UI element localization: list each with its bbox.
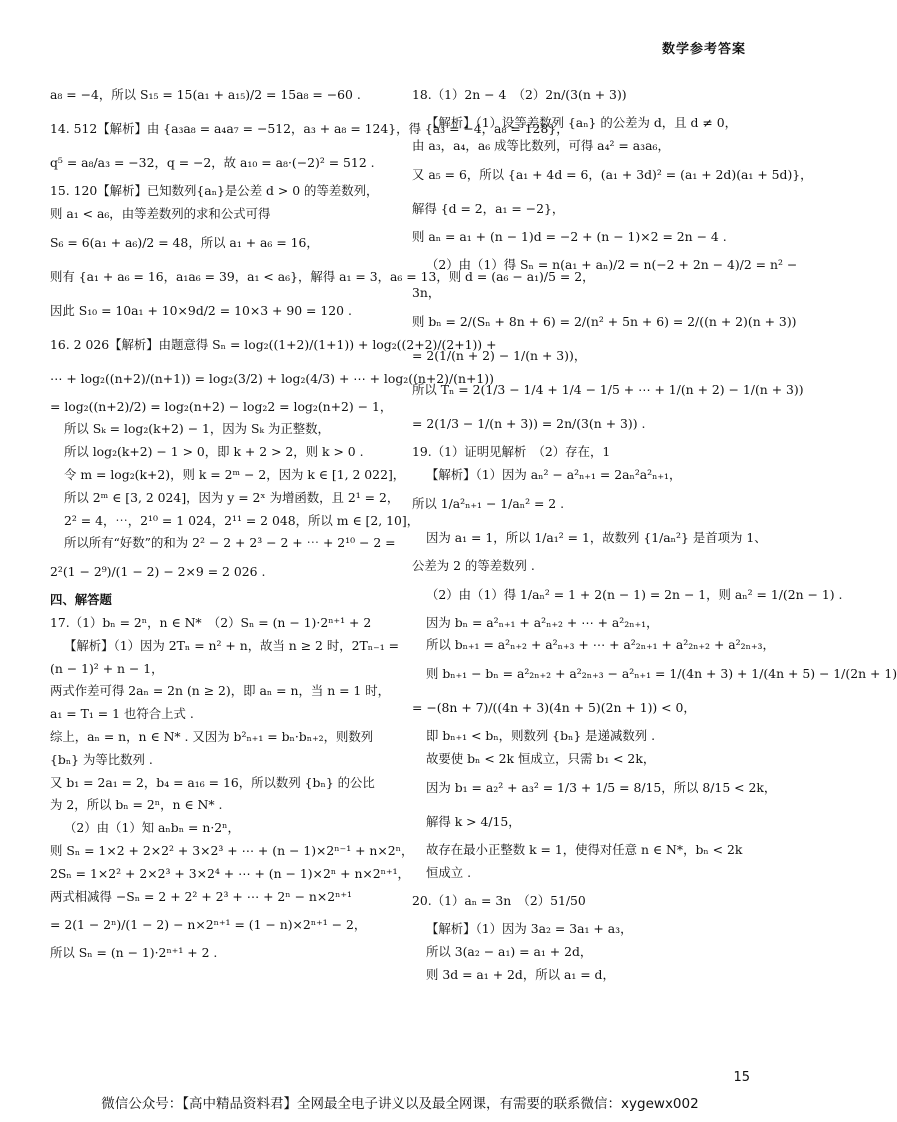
right-line: 所以 bₙ₊₁ = a²ₙ₊₂ + a²ₙ₊₃ + ⋯ + a²₂ₙ₊₁ + a²₂ₙ₊₂ + a²₂ₙ₊₃， [426, 637, 775, 653]
left-line: 又 b₁ = 2a₁ = 2，b₄ = a₁₆ = 16，所以数列 {bₙ} 的公比 [50, 774, 375, 790]
right-line: = 2(1/3 − 1/(n + 3)) = 2n/(3(n + 3)) . [412, 416, 646, 432]
right-line: 即 bₙ₊₁ < bₙ，则数列 {bₙ} 是递减数列 . [426, 728, 656, 744]
right-line: 公差为 2 的等差数列 . [412, 557, 535, 573]
left-line: 17.（1）bₙ = 2ⁿ，n ∈ N* （2）Sₙ = (n − 1)·2ⁿ⁺¹ + 2 [50, 614, 372, 630]
right-line: 则 aₙ = a₁ + (n − 1)d = −2 + (n − 1)×2 = 2n − 4 . [412, 228, 727, 244]
right-line: 因为 bₙ = a²ₙ₊₁ + a²ₙ₊₂ + ⋯ + a²₂ₙ₊₁， [426, 614, 659, 630]
left-line: = log₂((n+2)/2) = log₂(n+2) − log₂2 = log₂(n+2) − 1， [50, 398, 393, 414]
left-line: = 2(1 − 2ⁿ)/(1 − 2) − n×2ⁿ⁺¹ = (1 − n)×2ⁿ⁺¹ − 2， [50, 917, 367, 933]
left-line: a₈ = −4，所以 S₁₅ = 15(a₁ + a₁₅)/2 = 15a₈ = −60 . [50, 87, 361, 102]
left-line: 则 Sₙ = 1×2 + 2×2² + 3×2³ + ⋯ + (n − 1)×2ⁿ⁻¹ + n×2ⁿ， [50, 842, 414, 858]
left-line: ⋯ + log₂((n+2)/(n+1)) = log₂(3/2) + log₂(4/3) + ⋯ + log₂((n+2)/(n+1)) [50, 370, 494, 386]
right-column [412, 78, 897, 987]
right-line: （2）由（1）得 1/aₙ² = 1 + 2(n − 1) = 2n − 1，则 aₙ² = 1/(2n − 1) . [426, 586, 843, 602]
left-line: 两式作差可得 2aₙ = 2n (n ≥ 2)，即 aₙ = n，当 n = 1 时， [50, 683, 391, 699]
left-line: q⁵ = a₈/a₃ = −32，q = −2，故 a₁₀ = a₈·(−2)² = 512 . [50, 155, 375, 170]
left-line: 所以 2ᵐ ∈ [3, 2 024]，因为 y = 2ˣ 为增函数，且 2¹ = 2， [64, 489, 400, 505]
right-line: 则 3d = a₁ + 2d，所以 a₁ = d， [426, 966, 615, 982]
right-line: 【解析】（1）因为 aₙ² − a²ₙ₊₁ = 2aₙ²a²ₙ₊₁， [426, 466, 682, 482]
right-line: 则 bₙ = 2/(Sₙ + 8n + 6) = 2/(n² + 5n + 6) = 2/((n + 2)(n + 3)) [412, 314, 797, 330]
left-line: 令 m = log₂(k+2)，则 k = 2ᵐ − 2，因为 k ∈ [1, 2 022]， [64, 466, 406, 482]
right-line: 20.（1）aₙ = 3n （2）51/50 [412, 893, 586, 909]
right-line: = −(8n + 7)/((4n + 3)(4n + 5)(2n + 1)) < 0， [412, 700, 696, 716]
left-line: 2² = 4，⋯，2¹⁰ = 1 024，2¹¹ = 2 048，所以 m ∈ [2, 10]， [64, 512, 420, 528]
left-line: 16. 2 026【解析】由题意得 Sₙ = log₂((1+2)/(1+1)) + log₂((2+2)/(2+1)) + [50, 336, 497, 352]
right-line: 所以 Tₙ = 2(1/3 − 1/4 + 1/4 − 1/5 + ⋯ + 1/(n + 2) − 1/(n + 3)) [412, 382, 804, 398]
left-line: 所以所有“好数”的和为 2² − 2 + 2³ − 2 + ⋯ + 2¹⁰ − 2 = [64, 535, 396, 551]
right-line: 因为 a₁ = 1，所以 1/a₁² = 1，故数列 {1/aₙ²} 是首项为 1、 [426, 529, 767, 545]
left-line: 2²(1 − 2⁹)/(1 − 2) − 2×9 = 2 026 . [50, 564, 266, 580]
left-line: 为 2，所以 bₙ = 2ⁿ，n ∈ N* . [50, 797, 223, 813]
right-line: 恒成立 . [426, 864, 472, 880]
right-line: 由 a₃，a₄，a₆ 成等比数列，可得 a₄² = a₃a₆， [412, 137, 670, 153]
left-line: 因此 S₁₀ = 10a₁ + 10×9d/2 = 10×3 + 90 = 120 . [50, 302, 352, 318]
right-line: 又 a₅ = 6，所以 {a₁ + 4d = 6，(a₁ + 3d)² = (a₁ + 2d)(a₁ + 5d)}， [412, 166, 813, 182]
right-line: 19.（1）证明见解析 （2）存在，1 [412, 444, 611, 460]
right-line: 则 bₙ₊₁ − bₙ = a²₂ₙ₊₂ + a²₂ₙ₊₃ − a²ₙ₊₁ = 1/(4n + 3) + 1/(4n + 5) − 1/(2n + 1) [426, 666, 897, 682]
left-line: (n − 1)² + n − 1， [50, 660, 164, 676]
left-line: 【解析】（1）因为 2Tₙ = n² + n，故当 n ≥ 2 时，2Tₙ₋₁ = [64, 637, 399, 653]
right-line: 所以 1/a²ₙ₊₁ − 1/aₙ² = 2 . [412, 495, 565, 511]
left-line: S₆ = 6(a₁ + a₆)/2 = 48，所以 a₁ + a₆ = 16， [50, 234, 319, 250]
right-line: 【解析】（1）因为 3a₂ = 3a₁ + a₃， [426, 921, 633, 937]
left-line: {bₙ} 为等比数列 . [50, 751, 153, 767]
left-line: 所以 Sₖ = log₂(k+2) − 1，因为 Sₖ 为正整数， [64, 421, 330, 437]
right-line: 18.（1）2n − 4 （2）2n/(3(n + 3)) [412, 87, 627, 102]
page-header-title: 数学参考答案 [661, 42, 746, 57]
left-line: a₁ = T₁ = 1 也符合上式 . [50, 706, 194, 722]
left-line: （2）由（1）知 aₙbₙ = n·2ⁿ， [64, 820, 240, 836]
right-line: 解得 k > 4/15， [426, 813, 521, 829]
left-line: 综上，aₙ = n，n ∈ N* . 又因为 b²ₙ₊₁ = bₙ·bₙ₊₂，则数列 [50, 728, 374, 744]
left-line: 所以 log₂(k+2) − 1 > 0，即 k + 2 > 2，则 k > 0 . [64, 444, 364, 460]
right-line: 因为 b₁ = a₂² + a₃² = 1/3 + 1/5 = 8/15，所以 8/15 < 2k， [426, 779, 777, 795]
left-line: 四、解答题 [50, 592, 112, 608]
left-line: 两式相减得 −Sₙ = 2 + 2² + 2³ + ⋯ + 2ⁿ − n×2ⁿ⁺¹ [50, 888, 353, 904]
page-number: 15 [733, 1070, 750, 1085]
right-line: 【解析】（1）设等差数列 {aₙ} 的公差为 d，且 d ≠ 0， [426, 115, 737, 130]
right-line: 所以 3(a₂ − a₁) = a₁ + 2d， [426, 944, 593, 960]
right-line: （2）由（1）得 Sₙ = n(a₁ + aₙ)/2 = n(−2 + 2n − 4)/2 = n² − [426, 257, 798, 273]
right-line: 3n， [412, 285, 441, 301]
left-line: 14. 512【解析】由 {a₃a₈ = a₄a₇ = −512，a₃ + a₈ = 124}，得 {a₃ = −4，a₈ = 128}， [50, 121, 569, 136]
left-line: 所以 Sₙ = (n − 1)·2ⁿ⁺¹ + 2 . [50, 945, 218, 961]
left-line: 15. 120【解析】已知数列{aₙ}是公差 d > 0 的等差数列， [50, 183, 379, 198]
left-line: 则有 {a₁ + a₆ = 16，a₁a₆ = 39，a₁ < a₆}，解得 a₁ = 3，a₆ = 13，则 d = (a₆ − a₁)/5 = 2， [50, 268, 595, 284]
footer-note: 微信公众号：【高中精品资料君】全网最全电子讲义以及最全网课，有需要的联系微信：xygewx002 [101, 1096, 699, 1112]
right-line: 故要使 bₙ < 2k 恒成立，只需 b₁ < 2k， [426, 750, 656, 766]
right-line: = 2(1/(n + 2) − 1/(n + 3))， [412, 348, 587, 364]
right-line: 解得 {d = 2，a₁ = −2}， [412, 200, 565, 216]
left-line: 2Sₙ = 1×2² + 2×2³ + 3×2⁴ + ⋯ + (n − 1)×2ⁿ + n×2ⁿ⁺¹， [50, 865, 410, 881]
right-line: 故存在最小正整数 k = 1，使得对任意 n ∈ N*，bₙ < 2k [426, 841, 743, 857]
left-line: 则 a₁ < a₆，由等差数列的求和公式可得 [50, 205, 271, 221]
